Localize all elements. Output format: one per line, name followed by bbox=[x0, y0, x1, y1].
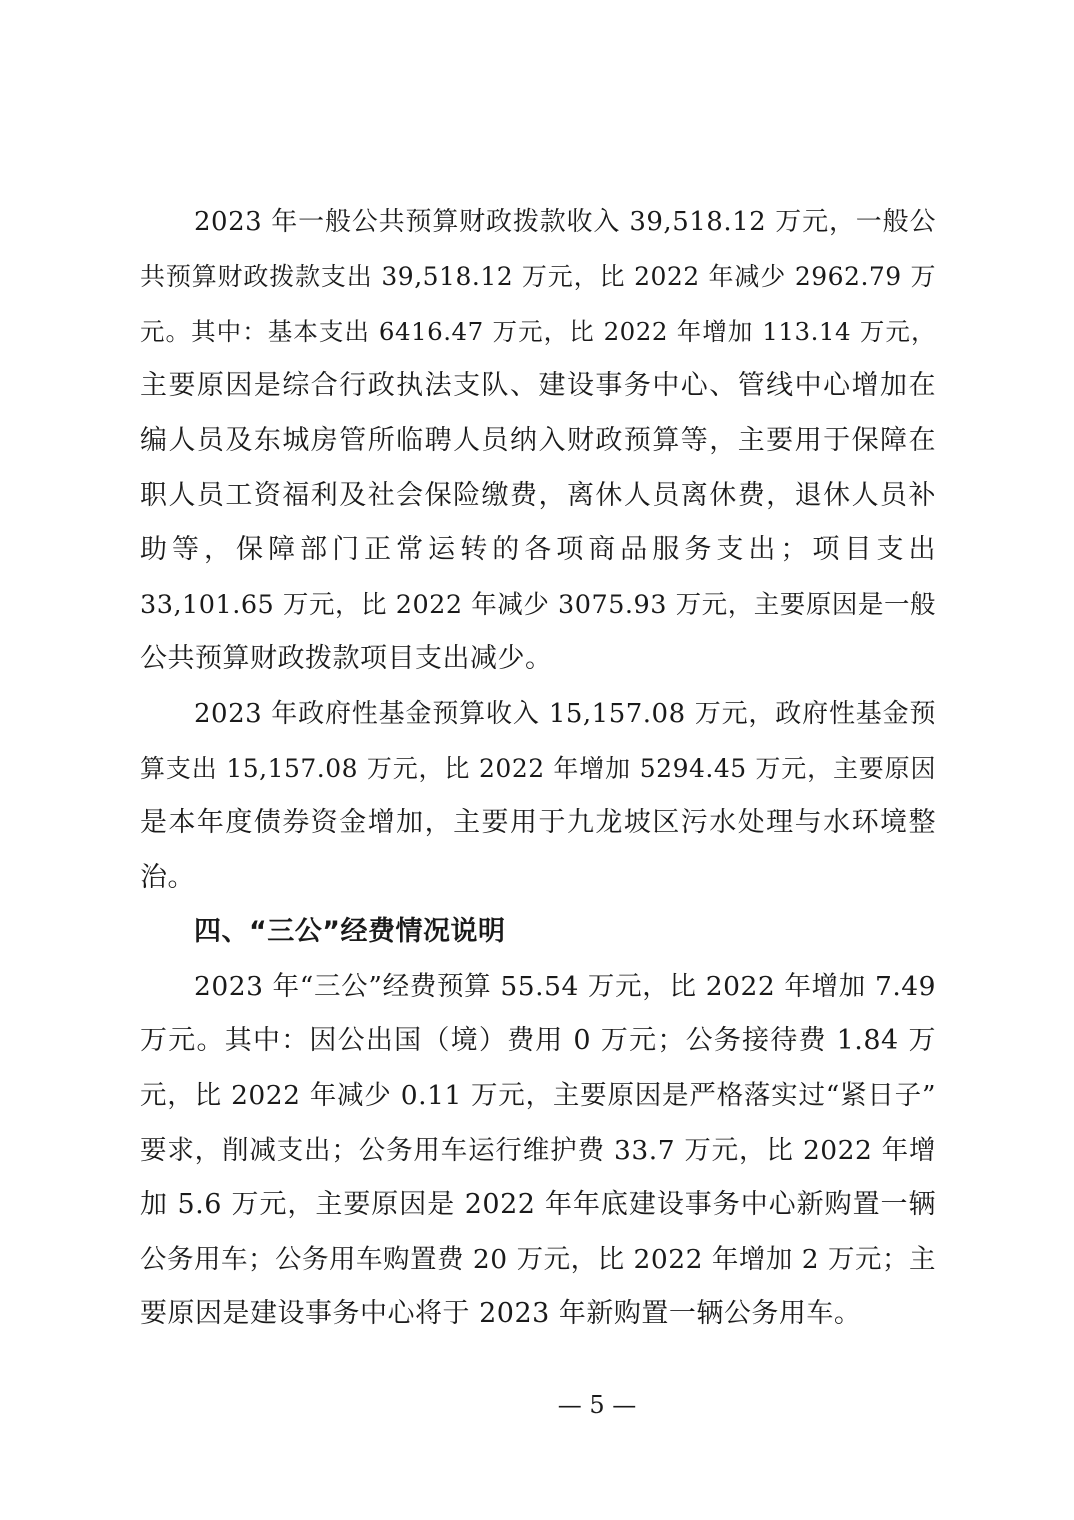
paragraph-2-line-4: 治。 bbox=[140, 862, 195, 893]
paragraph-3-line-5: 加 5.6 万元，主要原因是 2022 年年底建设事务中心新购置一辆 bbox=[140, 1189, 936, 1220]
paragraph-1-line-8: 33,101.65 万元，比 2022 年减少 3075.93 万元，主要原因是一般 bbox=[140, 590, 936, 620]
paragraph-3-line-4: 要求，削减支出；公务用车运行维护费 33.7 万元，比 2022 年增 bbox=[140, 1135, 936, 1166]
paragraph-3-line-3: 元，比 2022 年减少 0.11 万元，主要原因是严格落实过“紧日子” bbox=[140, 1080, 936, 1111]
paragraph-1-line-6: 职人员工资福利及社会保险缴费，离休人员离休费，退休人员补 bbox=[140, 480, 936, 511]
page-number: — 5 — bbox=[557, 1391, 637, 1419]
paragraph-1-line-4: 主要原因是综合行政执法支队、建设事务中心、管线中心增加在 bbox=[140, 370, 936, 401]
paragraph-1-line-3: 元。其中：基本支出 6416.47 万元，比 2022 年增加 113.14 万元， bbox=[140, 317, 936, 346]
paragraph-2-line-3: 是本年度债券资金增加，主要用于九龙坡区污水处理与水环境整 bbox=[140, 807, 936, 838]
paragraph-2-line-1: 2023 年政府性基金预算收入 15,157.08 万元，政府性基金预 bbox=[194, 699, 936, 729]
paragraph-3-line-6: 公务用车；公务用车购置费 20 万元，比 2022 年增加 2 万元；主 bbox=[140, 1244, 937, 1275]
paragraph-1-line-1: 2023 年一般公共预算财政拨款收入 39,518.12 万元，一般公 bbox=[194, 207, 936, 237]
paragraph-2-line-2: 算支出 15,157.08 万元，比 2022 年增加 5294.45 万元，主要原因 bbox=[140, 754, 936, 783]
paragraph-1-line-2: 共预算财政拨款支出 39,518.12 万元，比 2022 年减少 2962.79 万 bbox=[140, 262, 936, 291]
paragraph-3-line-2: 万元。其中：因公出国（境）费用 0 万元；公务接待费 1.84 万 bbox=[140, 1025, 936, 1056]
paragraph-3-line-1: 2023 年“三公”经费预算 55.54 万元，比 2022 年增加 7.49 bbox=[194, 971, 936, 1002]
section-heading: 四、“三公”经费情况说明 bbox=[194, 916, 506, 947]
paragraph-3-line-7: 要原因是建设事务中心将于 2023 年新购置一辆公务用车。 bbox=[140, 1298, 862, 1329]
paragraph-1-line-9: 公共预算财政拨款项目支出减少。 bbox=[140, 643, 553, 674]
paragraph-1-line-5: 编人员及东城房管所临聘人员纳入财政预算等，主要用于保障在 bbox=[140, 425, 936, 456]
paragraph-1-line-7: 助等，保障部门正常运转的各项商品服务支出；项目支出 bbox=[140, 534, 936, 565]
